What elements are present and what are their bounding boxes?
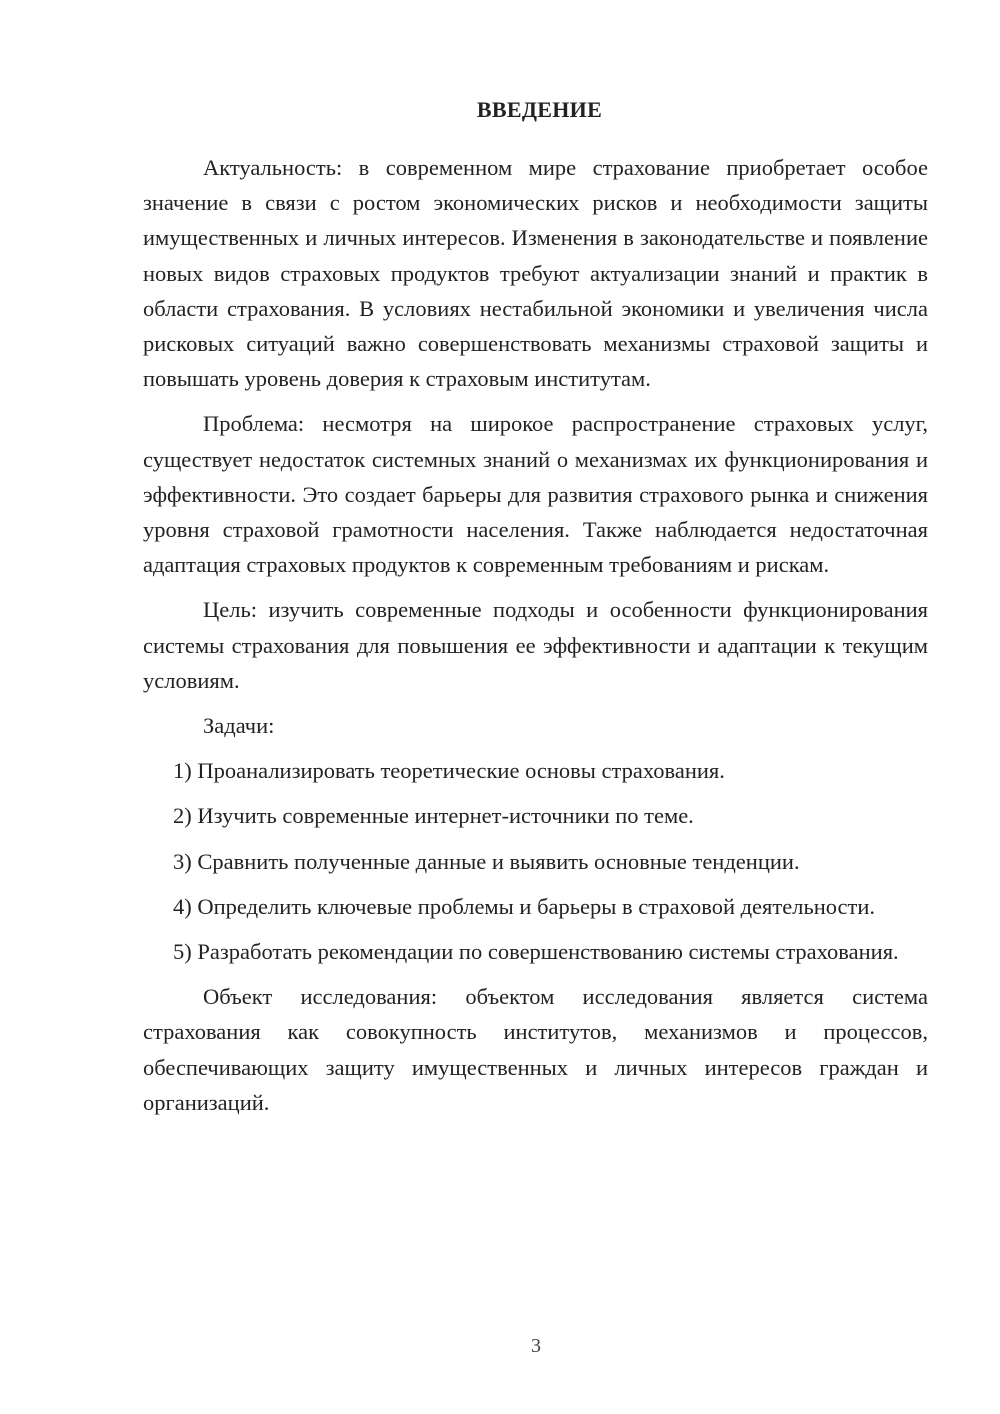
paragraph-spacer bbox=[143, 924, 928, 934]
paragraph-spacer bbox=[143, 879, 928, 889]
document-body bbox=[143, 94, 928, 1120]
paragraph-spacer bbox=[143, 582, 928, 592]
task-item: 1) Проанализировать теоретические основы страхования. bbox=[173, 758, 725, 784]
title-spacer bbox=[143, 126, 928, 150]
paragraph-spacer bbox=[143, 698, 928, 708]
paragraph-spacer bbox=[143, 396, 928, 406]
paragraph-object: Объект исследования: объектом исследования является система страхования как совокупность институтов, механизмов и процессов, обеспечивающих защиту имущественных и личных интересов граждан и организаций. bbox=[143, 984, 928, 1115]
paragraph-relevance: Актуальность: в современном мире страхование приобретает особое значение в связи с ростом экономических рисков и необходимости защиты имущественных и личных интересов. Изменения в законодательстве и появление новых видов страховых продуктов требуют актуализации знаний и практик в области страхования. В условиях нестабильной экономики и увеличения числа рисковых ситуаций важно совершенствовать механизмы страховой защиты и повышать уровень доверия к страховым институтам. bbox=[143, 155, 928, 392]
paragraph-spacer bbox=[143, 788, 928, 798]
paragraph-spacer bbox=[143, 969, 928, 979]
paragraph-spacer bbox=[143, 743, 928, 753]
paragraph-spacer bbox=[143, 834, 928, 844]
task-item: 4) Определить ключевые проблемы и барьеры в страховой деятельности. bbox=[173, 893, 876, 919]
page-number: 3 bbox=[531, 1335, 541, 1357]
task-item: 3) Сравнить полученные данные и выявить основные тенденции. bbox=[173, 848, 800, 874]
paragraph-goal: Цель: изучить современные подходы и особенности функционирования системы страхования для повышения ее эффективности и адаптации к текущим условиям. bbox=[143, 597, 928, 693]
task-item: 2) Изучить современные интернет-источники по теме. bbox=[173, 803, 694, 829]
tasks-heading: Задачи: bbox=[203, 713, 275, 739]
section-title: ВВЕДЕНИЕ bbox=[476, 97, 603, 122]
task-item: 5) Разработать рекомендации по совершенствованию системы страхования. bbox=[173, 939, 899, 965]
paragraph-problem: Проблема: несмотря на широкое распространение страховых услуг, существует недостаток системных знаний о механизмах их функционирования и эффективности. Это создает барьеры для развития страхового рынка и снижения уровня страховой грамотности населения. Также наблюдается недостаточная адаптация страховых продуктов к современным требованиям и рискам. bbox=[143, 411, 928, 578]
